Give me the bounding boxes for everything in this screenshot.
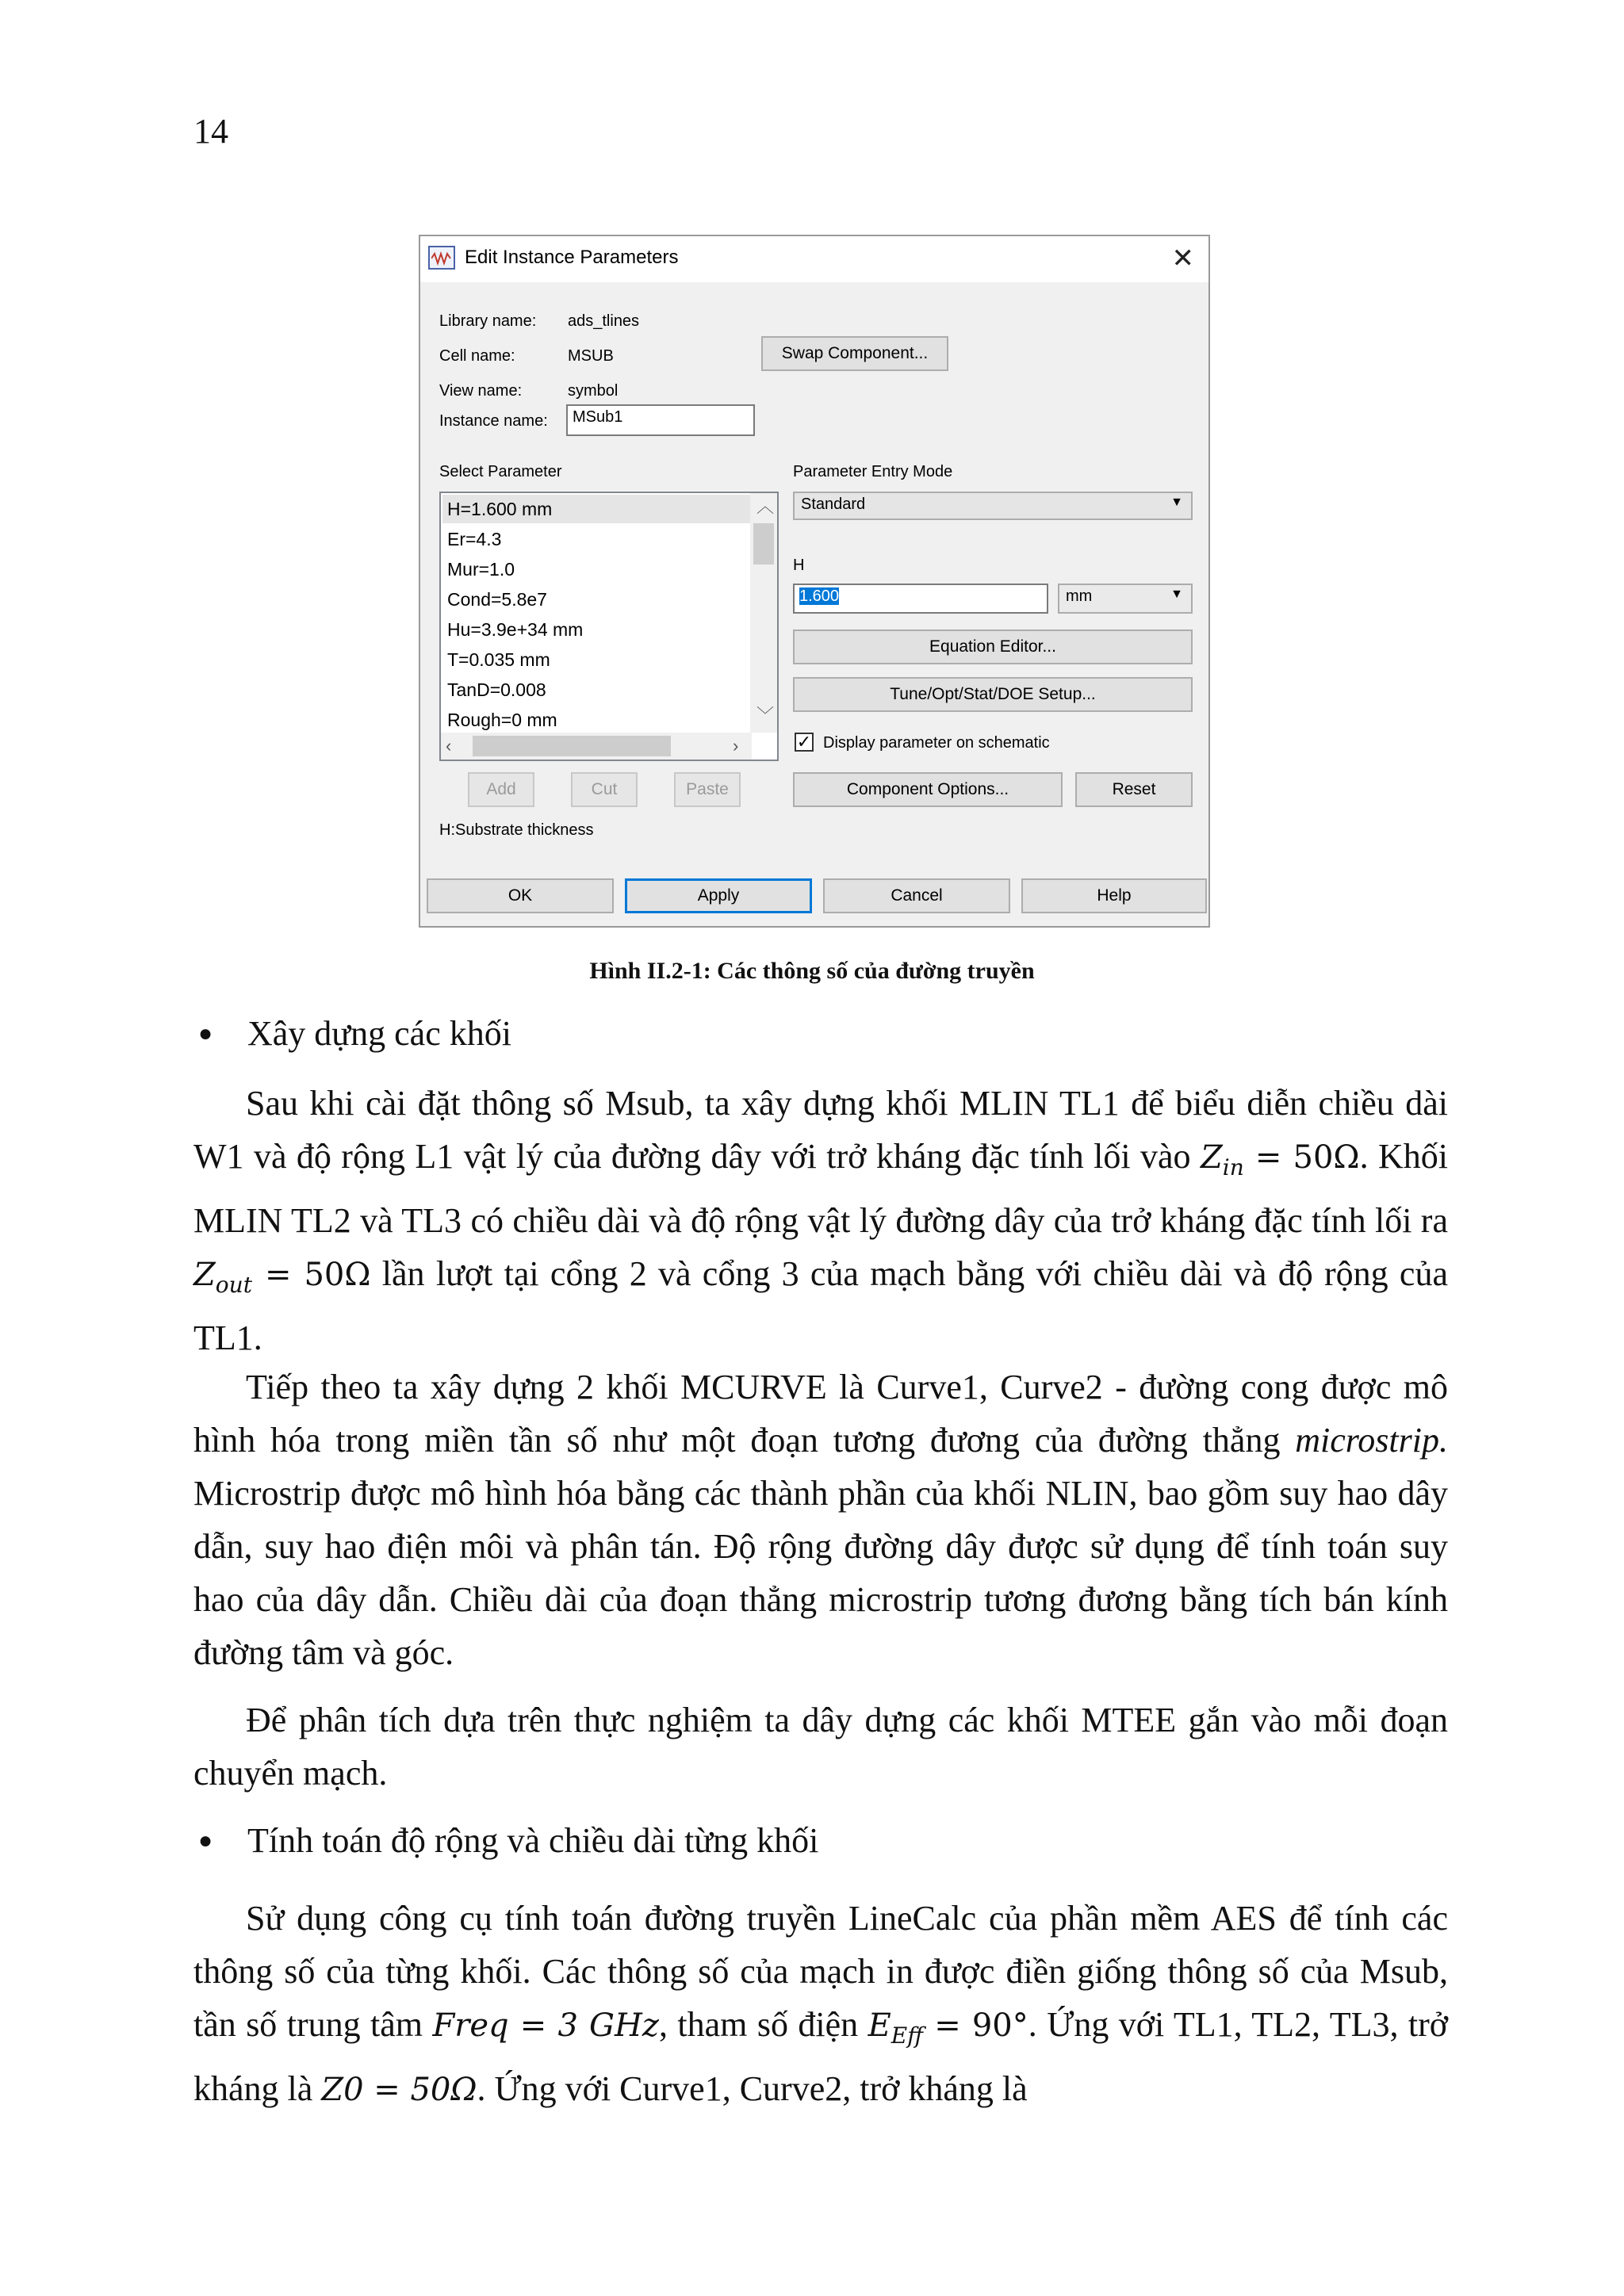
text-run: Sau khi cài đặt thông số Msub, ta xây dựng khối MLIN TL1 để biểu diễn chiều dài W1 và độ rộng L1 vật lý của đường dây với trở kháng đặc tính lối vào [193,1084,1448,1176]
text-run: Tiếp theo ta xây dựng 2 khối MCURVE là Curve1, Curve2 - đường cong được mô hình hóa trong miền tần số như một đoạn tương đương của đường thẳng [193,1368,1448,1460]
entry-mode-value: Standard [801,496,866,513]
figure-caption: Hình II.2-1: Các thông số của đường truyền [589,958,1035,984]
display-parameter-checkbox[interactable]: ✓ [795,733,814,752]
paragraph-2 [193,1360,1448,1679]
list-item[interactable]: Hu=3.9e+34 mm [447,619,584,640]
text-run: , tham số điện [658,2005,868,2044]
tune-opt-button[interactable]: Tune/Opt/Stat/DOE Setup... [793,677,1193,712]
entry-mode-label: Parameter Entry Mode [793,463,953,480]
list-item[interactable]: Mur=1.0 [447,559,515,580]
math-zout: $Z_{out}$ [193,1257,252,1298]
horizontal-scroll-thumb[interactable] [473,736,671,756]
apply-button[interactable]: Apply [625,878,812,913]
text-run: Microstrip được mô hình hóa bằng các thành phần của khối NLIN, bao gồm suy hao dây dẫn, suy hao điện môi và phân tán. Độ rộng đường dây được sử dụng để tính toán suy hao của dây dẫn. Chiều dài của đoạn thẳng microstrip tương đương bằng tích bán kính đường tâm và góc. [193,1474,1448,1672]
list-item[interactable]: Cond=5.8e7 [447,589,547,610]
scroll-down-icon[interactable]: ﹀ [756,706,775,725]
display-parameter-label: Display parameter on schematic [823,734,1050,752]
instance-name-label: Instance name: [439,412,548,430]
app-icon [428,246,455,270]
chevron-down-icon: ▼ [1170,587,1183,601]
horizontal-scrollbar[interactable] [441,733,752,760]
bullet-icon: ● [198,1827,213,1854]
select-parameter-label: Select Parameter [439,463,562,480]
help-button[interactable]: Help [1021,878,1207,913]
math-run: = 50Ω [1243,1139,1360,1176]
vertical-scrollbar[interactable] [750,493,777,733]
parameter-description: H:Substrate thickness [439,821,594,839]
cancel-button[interactable]: Cancel [823,878,1010,913]
unit-select[interactable] [1058,584,1193,614]
list-item[interactable]: Er=4.3 [447,529,502,549]
instance-name-input[interactable]: MSub1 [566,404,755,436]
bullet-text: Tính toán độ rộng và chiều dài từng khối [247,1821,819,1860]
list-item[interactable]: Rough=0 mm [447,710,557,730]
ok-button[interactable]: OK [427,878,614,913]
text-run: . Ứng với Curve1, Curve2, trở kháng là [477,2069,1028,2108]
library-name-value: ads_tlines [568,312,640,330]
bullet-build-blocks [198,1013,511,1054]
math-freq: Freq = 3 GHz [432,2007,659,2044]
cell-name-label: Cell name: [439,347,515,365]
bullet-icon: ● [198,1020,213,1047]
reset-button[interactable]: Reset [1075,772,1193,807]
italic-run: microstrip. [1295,1421,1448,1460]
cell-name-value: MSUB [568,347,614,365]
entry-mode-select[interactable] [793,492,1193,520]
text-run: Sử dụng công cụ tính toán đường truyền LineCalc của phần mềm AES để tính các thông số của từng khối. Các thông số của mạch in được điền giống thông số của Msub, tần số trung tâm [193,1899,1448,2044]
paste-button[interactable]: Paste [674,772,741,807]
chevron-down-icon: ▼ [1170,496,1183,509]
vertical-scroll-thumb[interactable] [753,523,774,564]
parameter-list[interactable] [439,492,779,761]
page-number: 14 [193,112,228,151]
math-zin: $Z_{in}$ [1200,1139,1244,1181]
view-name-value: symbol [568,382,619,400]
h-label: H [793,557,805,574]
bullet-text: Xây dựng các khối [247,1014,511,1053]
list-item[interactable]: T=0.035 mm [447,649,550,670]
text-run: . Ứng với TL1, TL2, TL3, trở kháng là [193,2005,1449,2108]
equation-editor-button[interactable]: Equation Editor... [793,629,1193,664]
h-value-selection: 1.600 [799,587,840,605]
scroll-up-icon[interactable]: ︿ [756,496,775,516]
unit-value: mm [1066,587,1093,605]
dialog-title: Edit Instance Parameters [465,247,679,268]
dialog-titlebar [420,236,1208,282]
text-run: lần lượt tại cổng 2 và cổng 3 của mạch bằng với chiều dài và độ rộng của TL1. [193,1254,1448,1357]
h-value-input[interactable] [793,584,1048,614]
paragraph-4 [193,1892,1448,2117]
paragraph-1 [193,1077,1448,1364]
scroll-right-icon[interactable]: › [733,736,739,756]
add-button[interactable]: Add [468,772,534,807]
library-name-label: Library name: [439,312,537,330]
text-run: . Khối MLIN TL2 và TL3 có chiều dài và độ rộng vật lý đường dây của trở kháng đặc tính lối ra [193,1137,1449,1240]
view-name-label: View name: [439,382,523,400]
paragraph-3: Để phân tích dựa trên thực nghiệm ta dây dựng các khối MTEE gắn vào mỗi đoạn chuyển mạch. [193,1701,1448,1793]
scroll-left-icon[interactable]: ‹ [446,736,452,756]
math-run: = 90° [923,2007,1028,2044]
cut-button[interactable]: Cut [571,772,638,807]
component-options-button[interactable]: Component Options... [793,772,1063,807]
edit-instance-parameters-dialog [419,235,1210,928]
list-item[interactable]: TanD=0.008 [447,679,546,700]
math-eeff: $E_{Eff}$ [868,2007,924,2049]
bullet-calculate [198,1820,819,1861]
list-item[interactable]: H=1.600 mm [442,495,753,523]
close-icon[interactable]: ✕ [1171,243,1194,274]
math-z0: Z0 = 50Ω [321,2072,477,2108]
math-run: = 50Ω [251,1257,371,1293]
swap-component-button[interactable]: Swap Component... [761,336,948,371]
